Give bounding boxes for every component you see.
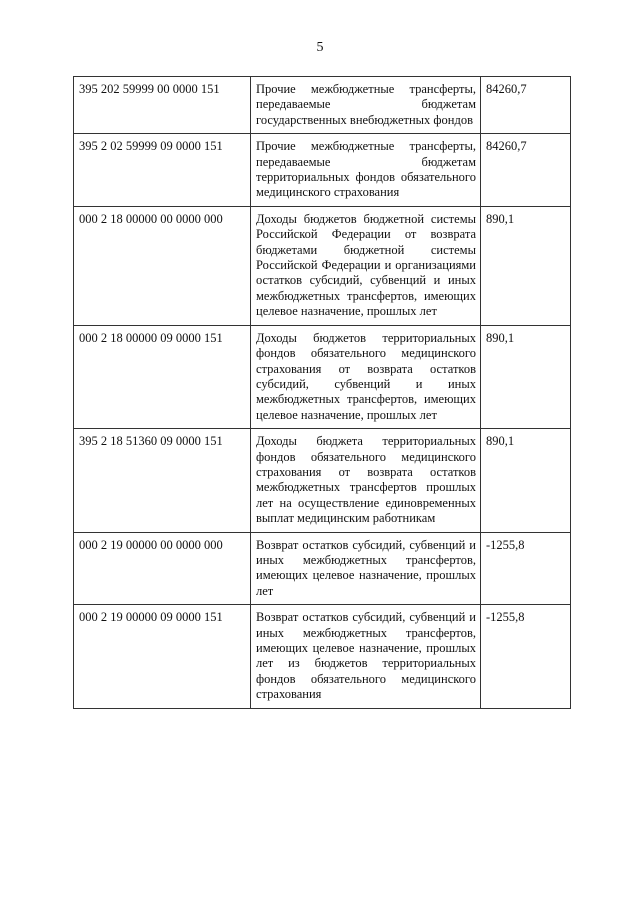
row-value: 890,1 — [481, 206, 571, 325]
row-name: Прочие межбюджетные трансферты, передаваемые бюджетам государственных внебюджетных фондов — [251, 77, 481, 134]
row-name: Доходы бюджета территориальных фондов обязательного медицинского страхования от возврата остатков межбюджетных трансфертов прошлых лет на осуществление единовременных выплат медицинским работникам — [251, 429, 481, 532]
table-row — [74, 325, 571, 428]
row-code: 000 2 18 00000 00 0000 000 — [74, 206, 251, 325]
row-name: Возврат остатков субсидий, субвенций и иных межбюджетных трансфертов, имеющих целевое назначение, прошлых лет — [251, 532, 481, 605]
row-code: 395 2 18 51360 09 0000 151 — [74, 429, 251, 532]
row-code: 000 2 18 00000 09 0000 151 — [74, 325, 251, 428]
row-value: 890,1 — [481, 325, 571, 428]
budget-table — [73, 76, 571, 709]
table-row — [74, 77, 571, 134]
row-value: -1255,8 — [481, 605, 571, 708]
table-row — [74, 429, 571, 532]
row-name: Доходы бюджетов бюджетной системы Российской Федерации от возврата бюджетами бюджетной системы Российской Федерации и организациями остатков субсидий, субвенций и иных межбюджетных трансфертов, имеющих целевое назначение, прошлых лет — [251, 206, 481, 325]
table-row — [74, 532, 571, 605]
row-name: Доходы бюджетов территориальных фондов обязательного медицинского страхования от возврата остатков субсидий, субвенций и иных межбюджетных трансфертов, имеющих целевое назначение, прошлых лет — [251, 325, 481, 428]
table-row — [74, 134, 571, 207]
row-value: -1255,8 — [481, 532, 571, 605]
row-code: 000 2 19 00000 09 0000 151 — [74, 605, 251, 708]
table-row — [74, 206, 571, 325]
page-number: 5 — [316, 40, 324, 55]
row-value: 84260,7 — [481, 134, 571, 207]
row-name: Возврат остатков субсидий, субвенций и иных межбюджетных трансфертов, имеющих целевое назначение, прошлых лет из бюджетов территориальных фондов обязательного медицинского страхования — [251, 605, 481, 708]
row-name: Прочие межбюджетные трансферты, передаваемые бюджетам территориальных фондов обязательного медицинского страхования — [251, 134, 481, 207]
row-value: 890,1 — [481, 429, 571, 532]
table-row — [74, 605, 571, 708]
row-code: 395 202 59999 00 0000 151 — [74, 77, 251, 134]
row-code: 000 2 19 00000 00 0000 000 — [74, 532, 251, 605]
row-code: 395 2 02 59999 09 0000 151 — [74, 134, 251, 207]
row-value: 84260,7 — [481, 77, 571, 134]
